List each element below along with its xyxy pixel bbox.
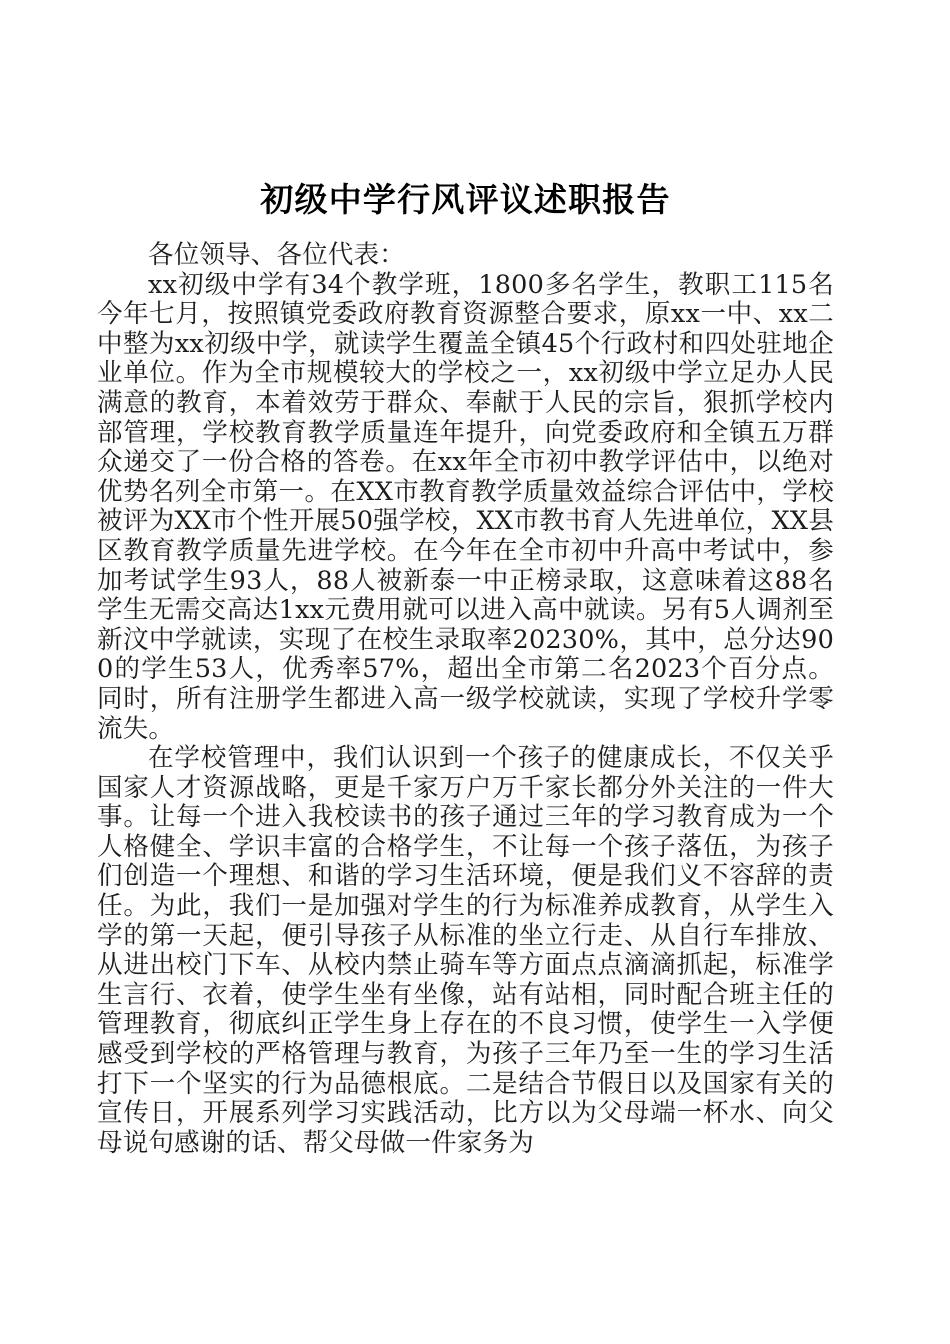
page-title: 初级中学行风评议述职报告 — [260, 180, 671, 219]
document-text-flow — [97, 241, 834, 1158]
salutation-line: 各位领导、各位代表： — [148, 240, 406, 270]
body-paragraph-1: xx初级中学有34个教学班，1800多名学生，教职工115名今年七月，按照镇党委政府教育资源整合要求，原xx一中、xx二中整为xx初级中学，就读学生覆盖全镇45个行政村和四处驻地企业单位。作为全市规模较大的学校之一，xx初级中学立足办人民满意的教育，本着效劳于群众、奉献于人民的宗旨，狠抓学校内部管理，学校教育教学质量连年提升，向党委政府和全镇五万群众递交了一份合格的答卷。在xx年全市初中教学评估中，以绝对优势名列全市第一。在XX市教育教学质量效益综合评估中，学校被评为XX市个性开展50强学校，XX市教书育人先进单位，XX县区教育教学质量先进学校。在今年在全市初中升高中考试中，参加考试学生93人，88人被新泰一中正榜录取，这意味着这88名学生无需交高达1xx元费用就可以进入高中就读。另有5人调剂至新汶中学就读，实现了在校生录取率20230%，其中，总分达900的学生53人，优秀率57%，超出全市第二名2023个百分点。同时，所有注册学生都进入高一级学校就读，实现了学校升学零流失。 — [97, 269, 834, 744]
body-paragraph-2: 在学校管理中，我们认识到一个孩子的健康成长，不仅关乎国家人才资源战略，更是千家万户万千家长都分外关注的一件大事。让每一个进入我校读书的孩子通过三年的学习教育成为一个人格健全、学识丰富的合格学生，不让每一个孩子落伍，为孩子们创造一个理想、和谐的学习生活环境，便是我们义不容辞的责任。为此，我们一是加强对学生的行为标准养成教育，从学生入学的第一天起，便引导孩子从标准的坐立行走、从自行车排放、从进出校门下车、从校内禁止骑车等方面点点滴滴抓起，标准学生言行、衣着，使学生坐有坐像，站有站相，同时配合班主任的管理教育，彻底纠正学生身上存在的不良习惯，使学生一入学便感受到学校的严格管理与教育，为孩子三年乃至一生的学习生活打下一个坚实的行为品德根底。二是结合节假日以及国家有关的宣传日，开展系列学习实践活动，比方以为父母端一杯水、向父母说句感谢的话、帮父母做一件家务为 — [97, 743, 834, 1158]
